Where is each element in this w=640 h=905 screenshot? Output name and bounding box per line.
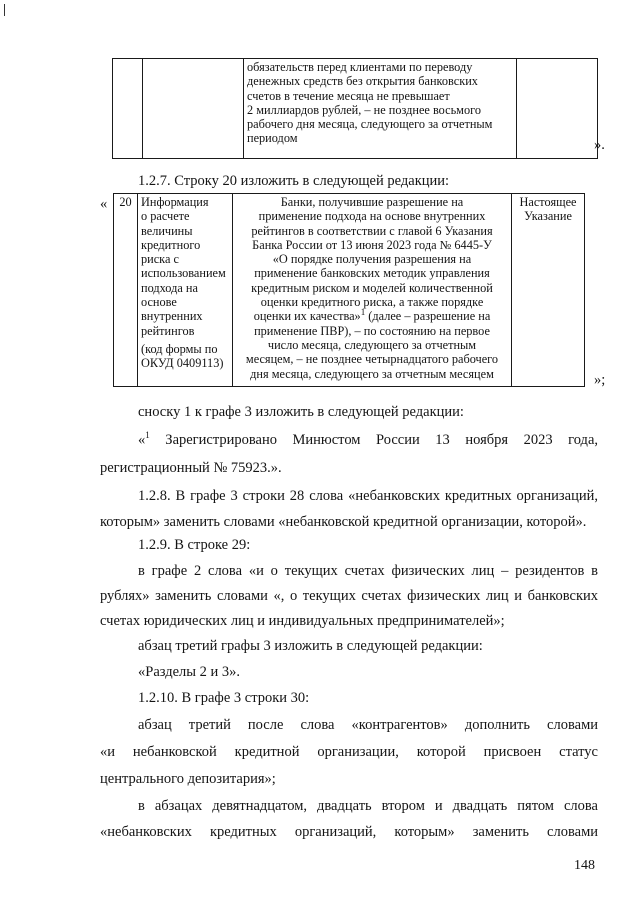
table-cell (517, 59, 598, 159)
paragraph-1-2-8-cont: которым» заменить словами «небанковской кредитной организации, которой». (100, 514, 587, 530)
closing-quote: ». (594, 137, 605, 153)
cell-line: внутренних (141, 309, 203, 324)
paragraph-graf2-cont: счетах юридических лиц и индивидуальных предпринимателей»; (100, 613, 505, 629)
paragraph-abzacy: в абзацах девятнадцатом, двадцать втором и двадцать пятом слова (138, 798, 598, 814)
cell-line: применение подхода на основе внутренних (258, 209, 486, 224)
table-fragment-top (112, 58, 598, 159)
cell-line: «О порядке получения разрешения на (272, 252, 472, 267)
paragraph-1-2-7: 1.2.7. Строку 20 изложить в следующей редакции: (138, 173, 450, 189)
cell-line: (код формы по (141, 341, 218, 356)
submitters-cell (233, 194, 512, 387)
paragraph-1-2-8: 1.2.8. В графе 3 строки 28 слова «небанковских кредитных организаций, (138, 488, 598, 504)
footnote-intro: сноску 1 к графе 3 изложить в следующей редакции: (138, 404, 464, 420)
cell-line: основе (141, 295, 177, 310)
table-row (114, 194, 585, 387)
table-row (113, 59, 598, 159)
cell-line: счетов в течение месяца не превышает (247, 88, 450, 103)
table-cell (113, 59, 143, 159)
cell-line: денежных средств без открытия банковских (247, 74, 478, 89)
paragraph-abzac-tretiy: абзац третий после слова «контрагентов» дополнить словами (138, 717, 598, 733)
paragraph-abzacy-cont: «небанковских кредитных организаций, которым» заменить словами (100, 824, 598, 840)
cell-line: периодом (247, 131, 298, 146)
cell-text: (далее – разрешение на (365, 309, 491, 324)
footnote-text-line (138, 431, 598, 449)
paragraph-graf2: в графе 2 слова «и о текущих счетах физических лиц – резидентов в (138, 563, 598, 579)
cell-line: Банка России от 13 июня 2023 года № 6445-У (252, 237, 492, 252)
cell-line (236, 309, 508, 323)
paragraph-abzac-tretiy-cont: «и небанковской кредитной организации, которой присвоен статус (100, 744, 598, 760)
table-row-20 (113, 193, 585, 387)
cell-line: оценки кредитного риска, а также порядке (260, 295, 484, 310)
paragraph-abzac3: абзац третий графы 3 изложить в следующей редакции: (138, 638, 483, 654)
cell-line: рейтингов в соответствии с главой 6 Указания (251, 223, 493, 238)
cell-line: рабочего дня месяца, следующего за отчетным (247, 117, 493, 132)
cell-line: кредитным риском и моделей количественной (251, 280, 493, 295)
footnote-text-line: регистрационный № 75923.». (100, 460, 282, 476)
cell-line: о расчете (141, 209, 190, 224)
form-code (141, 342, 229, 371)
cell-line: риска с (141, 252, 179, 267)
cell-line: Указание (524, 209, 572, 224)
cell-line: дня месяца, следующего за отчетным месяцем (250, 366, 494, 381)
cell-line: применение ПВР), – по состоянию на первое (254, 323, 490, 338)
cell-line: Информация (141, 195, 209, 209)
paragraph-graf2-cont: рублях» заменить словами «, о текущих счетах физических лиц и банковских (100, 588, 598, 604)
closing-quote: »; (594, 372, 606, 388)
quote-mark: « (138, 432, 146, 448)
cell-line: обязательств перед клиентами по переводу (247, 60, 473, 74)
cell-line: применение банковских методик управления (254, 266, 490, 281)
footnote-text: Зарегистрировано Минюстом России 13 ноября 2023 года, (149, 432, 598, 448)
paragraph-razdely: «Разделы 2 и 3». (138, 664, 241, 680)
cell-text: оценки их качества» (253, 309, 361, 324)
cell-line: число месяца, следующего за отчетным (267, 337, 477, 352)
cell-line: использованием (141, 266, 226, 281)
paragraph-abzac-tretiy-cont: центрального депозитария»; (100, 771, 276, 787)
footnote-ref: 1 (145, 430, 150, 441)
cell-line: рейтингов (141, 323, 195, 338)
paragraph-1-2-10: 1.2.10. В графе 3 строки 30: (138, 690, 310, 706)
cell-line: подхода на (141, 280, 198, 295)
scan-edge-mark (4, 4, 5, 16)
row-number-cell: 20 (114, 194, 138, 387)
cell-line: Банки, получившие разрешение на (280, 195, 464, 209)
cell-line: кредитного (141, 237, 201, 252)
table-cell-text (244, 59, 517, 159)
page-number: 148 (574, 858, 595, 873)
cell-line: 2 миллиардов рублей, – не позднее восьмого (247, 102, 482, 117)
opening-quote: « (100, 196, 108, 212)
cell-line: ОКУД 0409113) (141, 356, 224, 371)
indicator-name-cell (138, 194, 233, 387)
footnote-ref: 1 (360, 307, 366, 318)
cell-line: месяцем, – не позднее четырнадцатого рабочего (245, 352, 499, 367)
table-cell (143, 59, 244, 159)
cell-line: Настоящее (519, 195, 577, 209)
basis-cell (512, 194, 585, 387)
cell-line: величины (141, 223, 193, 238)
paragraph-1-2-9: 1.2.9. В строке 29: (138, 537, 251, 553)
